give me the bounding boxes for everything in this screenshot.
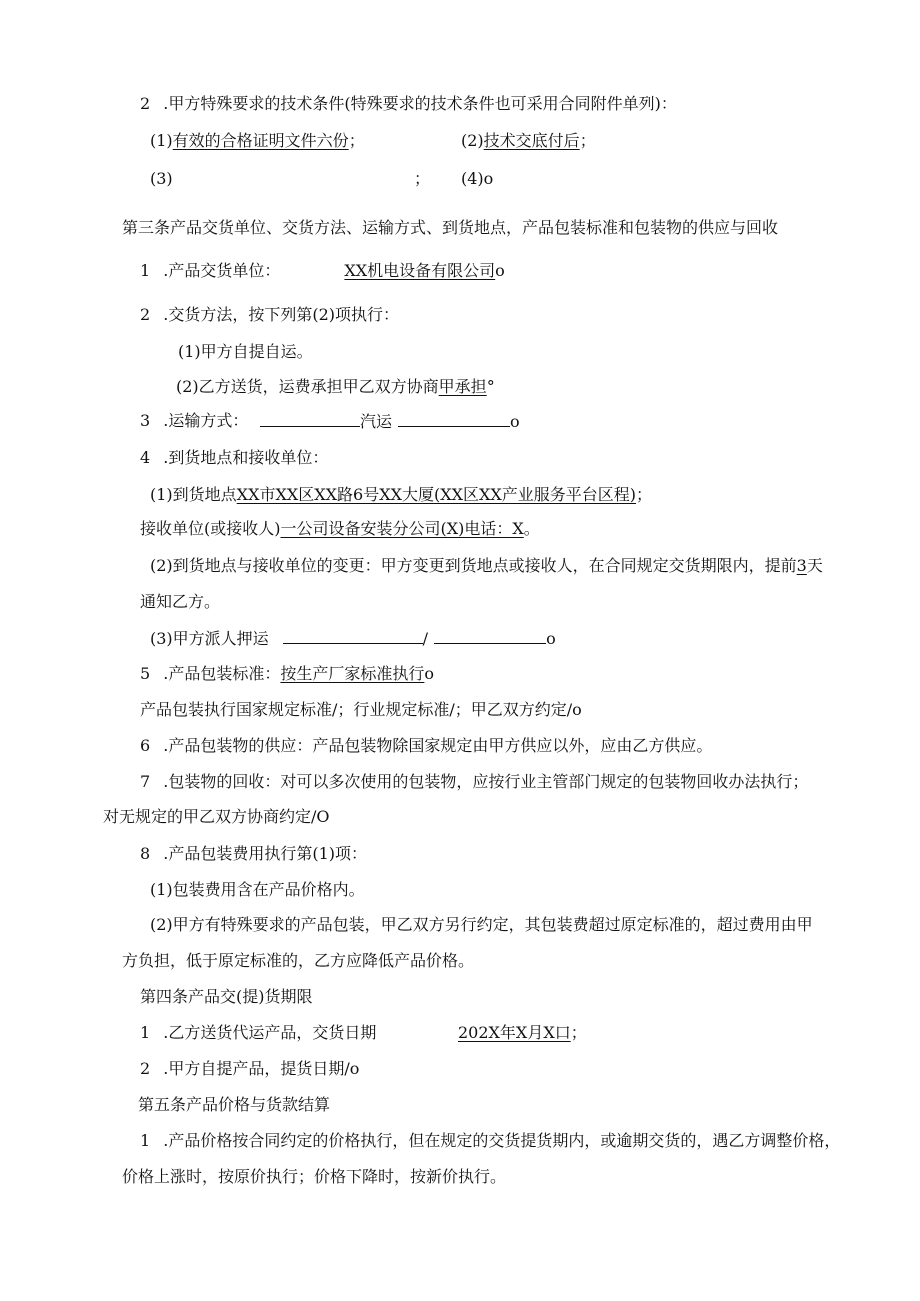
arrival-address-value: XX市XX区XX路6号XX大厦(XX区XX产业服务平台区程) — [236, 485, 637, 504]
article-5-heading: 第五条产品价格与货款结算 — [138, 1095, 331, 1114]
item-number: 6 — [140, 736, 151, 755]
arrival-place-line — [140, 447, 328, 469]
price-execution-text: .产品价格按合同约定的价格执行，但在规定的交货提货期内，或逾期交货的，遇乙方调整价格， — [163, 1131, 841, 1150]
delivery-method-option-2 — [176, 376, 495, 398]
arrival-change-line — [150, 555, 823, 577]
option-prefix: (1) — [150, 131, 173, 150]
blank-line — [434, 627, 546, 644]
packaging-standard-label: .产品包装标准： — [163, 664, 281, 683]
delivery-date-fill — [458, 1022, 587, 1044]
line-suffix: ° — [486, 377, 495, 396]
arrival-place-text: .到货地点和接收单位： — [163, 448, 329, 467]
line-suffix: o — [424, 664, 435, 683]
delivery-date-value: 202X年X月X口 — [458, 1023, 571, 1042]
tech-conditions-line — [140, 93, 677, 115]
tech-condition-4: (4)o — [461, 169, 494, 188]
line-suffix: o — [546, 629, 556, 648]
line-suffix: 。 — [523, 519, 540, 538]
receiving-unit-label: 接收单位(或接收人) — [140, 519, 281, 538]
packaging-standard-value: 按生产厂家标准执行 — [280, 664, 425, 683]
transport-mode-value: 汽运 — [360, 412, 393, 431]
delivery-unit-value: XX机电设备有限公司 — [344, 261, 496, 280]
line-suffix: o — [495, 261, 505, 280]
arrival-change-text: (2)到货地点与接收单位的变更：甲方变更到货地点或接收人，在合同规定交货期限内，提前 — [150, 556, 797, 575]
tech-condition-2 — [461, 130, 596, 152]
separator: / — [422, 629, 429, 648]
delivery-unit-line — [140, 260, 505, 282]
delivery-date-line — [140, 1022, 376, 1044]
packaging-supply-text: .产品包装物的供应：产品包装物除国家规定由甲方供应以外，应由乙方供应。 — [163, 736, 713, 755]
packaging-supply-line — [140, 735, 712, 757]
blank-line — [398, 410, 510, 427]
packaging-recovery-line-2: 对无规定的甲乙双方协商约定/O — [103, 807, 330, 826]
tech-condition-3 — [150, 168, 173, 190]
packaging-standard-options: 产品包装执行国家规定标准/；行业规定标准/；甲乙双方约定/o — [140, 700, 582, 719]
item-number: 1 — [140, 1023, 151, 1042]
packaging-standard-line — [140, 663, 434, 685]
receiving-unit-value: 一公司设备安装分公司(X)电话：X — [280, 519, 524, 538]
packaging-recovery-line — [140, 771, 808, 793]
delivery-date-label: .乙方送货代运产品，交货日期 — [163, 1023, 377, 1042]
packaging-cost-option-2-line-2: 方负担，低于原定标准的，乙方应降低产品价格。 — [122, 951, 475, 970]
blank-line — [283, 627, 423, 644]
transport-mode-line — [140, 410, 248, 432]
arrival-change-line-2: 通知乙方。 — [140, 592, 221, 611]
packaging-cost-line — [140, 843, 367, 865]
option-suffix: ； — [348, 131, 365, 150]
option-suffix: ； — [579, 131, 596, 150]
item-number: 1 — [140, 261, 151, 280]
escort-label: (3)甲方派人押运 — [150, 629, 269, 648]
item-number: 4 — [140, 448, 151, 467]
article-4-heading: 第四条产品交(提)货期限 — [140, 987, 313, 1006]
line-suffix: ； — [570, 1023, 587, 1042]
transport-mode-label: .运输方式： — [163, 411, 249, 430]
tech-condition-1 — [150, 130, 365, 152]
article-3-heading: 第三条产品交货单位、交货方法、运输方式、到货地点，产品包装标准和包装物的供应与回收 — [122, 218, 779, 237]
packaging-recovery-text: .包装物的回收：对可以多次使用的包装物，应按行业主管部门规定的包装物回收办法执行； — [163, 772, 809, 791]
transport-mode-fill — [260, 410, 520, 433]
delivery-method-line — [140, 304, 399, 326]
option-prefix: (3) — [150, 169, 173, 188]
option-prefix: (2) — [461, 131, 484, 150]
item-number: 2 — [140, 305, 151, 324]
item-number: 8 — [140, 844, 151, 863]
option-text: (1)到货地点 — [150, 485, 237, 504]
pickup-date-text: .甲方自提产品，提货日期/o — [163, 1059, 360, 1078]
item-text: .甲方特殊要求的技术条件(特殊要求的技术条件也可采用合同附件单列)： — [163, 94, 677, 113]
item-number: 1 — [140, 1131, 151, 1150]
blank-line — [260, 410, 360, 427]
price-execution-line-2: 价格上涨时，按原价执行；价格下降时，按新价执行。 — [122, 1167, 507, 1186]
pickup-date-line — [140, 1058, 359, 1080]
tech-condition-2-value: 技术交底付后 — [483, 131, 580, 150]
price-execution-line — [140, 1130, 840, 1152]
packaging-cost-option-1: (1)包装费用含在产品价格内。 — [150, 880, 365, 899]
escort-line — [150, 627, 556, 650]
arrival-place-detail — [150, 484, 652, 506]
packaging-cost-text: .产品包装费用执行第(1)项： — [163, 844, 368, 863]
line-suffix: ； — [636, 485, 653, 504]
item-number: 3 — [140, 411, 151, 430]
delivery-method-option-1: (1)甲方自提自运。 — [178, 342, 313, 361]
packaging-cost-option-2: (2)甲方有特殊要求的产品包装，甲乙双方另行约定，其包装费超过原定标准的，超过费用由甲 — [150, 915, 813, 934]
tech-condition-1-value: 有效的合格证明文件六份 — [172, 131, 349, 150]
delivery-unit-label: .产品交货单位： — [163, 261, 281, 280]
freight-bearer-value: 甲承担 — [438, 377, 487, 396]
item-number: 2 — [140, 1059, 151, 1078]
item-number: 7 — [140, 772, 151, 791]
line-suffix: o — [510, 412, 520, 431]
receiving-unit-line — [140, 518, 540, 540]
item-number: 5 — [140, 664, 151, 683]
arrival-change-text: 天 — [806, 556, 823, 575]
option-text: (2)乙方送货，运费承担甲乙双方协商 — [176, 377, 439, 396]
item-number: 2 — [140, 94, 151, 113]
delivery-method-text: .交货方法，按下列第(2)项执行： — [163, 305, 400, 324]
tech-condition-3-suffix: ； — [414, 169, 431, 188]
notice-days-value: 3 — [796, 556, 807, 575]
